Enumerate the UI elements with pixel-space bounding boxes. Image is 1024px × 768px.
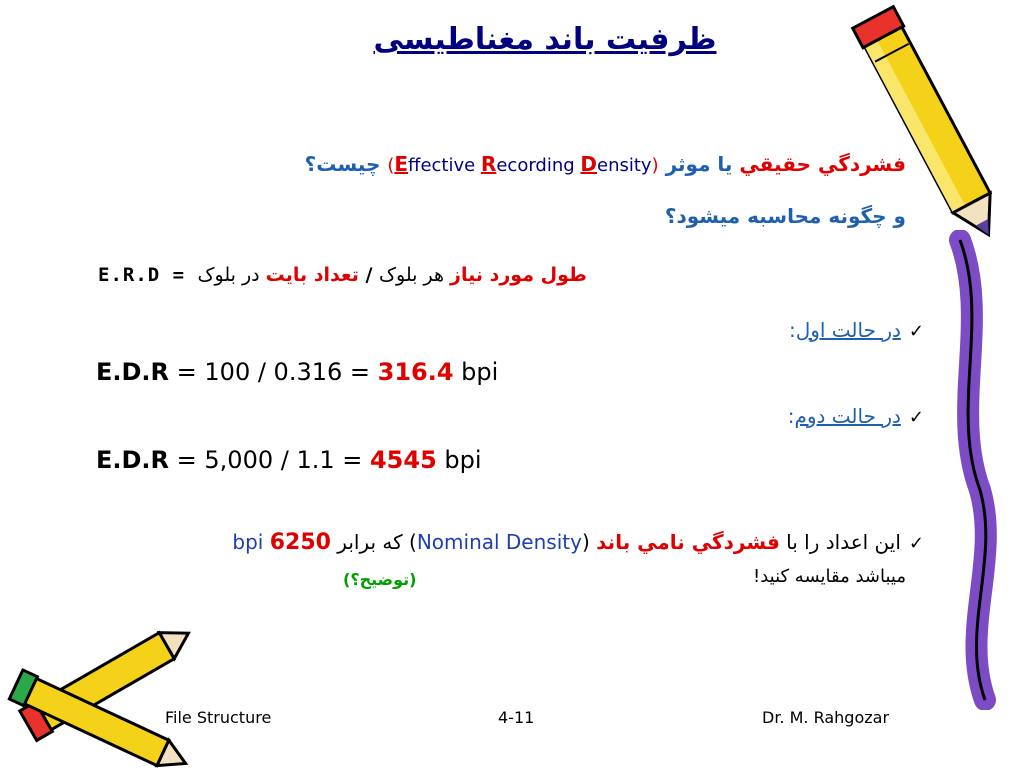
erd-definition [98,264,587,286]
formula-2-result: 4545 [369,446,437,474]
formula-2-label: E.D.R [96,446,170,474]
explain-hint: (توضيح؟) [343,570,417,589]
formula-1-unit: bpi [453,358,499,386]
letter-r: R [480,152,497,176]
note-text-equal: ) که برابر [330,530,417,554]
formula-1-result: 316.4 [377,358,454,386]
erd-label: E.R.D = [98,264,198,286]
erd-term-in-block: در بلوک [197,264,266,286]
effective-density-fa: فشردگي حقيقي [739,152,906,176]
note-text-1: اين اعداد را با [779,530,901,554]
erd-formula-fa [198,264,587,286]
letter-e: E [394,152,409,176]
case-2-label: در حالت دوم [794,404,901,428]
question-or-effective: يا موثر [658,152,740,176]
note-nominal-density-fa: فشردگي نامي باند [596,530,780,554]
note-value: 6250 [269,530,331,555]
note-line-2: ميباشد مقايسه کنيد! [752,566,906,587]
note-nominal-density-en: Nominal Density [416,530,582,554]
formula-2 [96,446,482,474]
word-ensity: ensity [597,155,652,176]
question-line-1 [305,152,906,176]
case-1-heading [789,318,924,342]
footer-author: Dr. M. Rahgozar [762,708,890,727]
note-paren-open: ( [581,530,597,554]
note-unit: bpi [232,530,264,554]
slide-title: ظرفیت باند مغناطیسی [373,22,717,57]
case-1-label: در حالت اول [795,318,901,342]
word-ecording: ecording [496,155,581,176]
letter-d: D [580,152,598,176]
case-2-colon: : [787,404,795,428]
formula-1 [96,358,498,386]
comparison-note [232,530,924,555]
case-1-colon: : [788,318,796,342]
question-line-2: و چگونه محاسبه ميشود؟ [664,204,906,228]
formula-2-expr: = 5,000 / 1.1 = [169,446,370,474]
case-2-heading [788,404,924,428]
footer-course: File Structure [165,708,272,727]
pencils-bottom-left-icon [0,620,210,768]
check-icon: ✓ [908,533,924,554]
erd-term-length: طول مورد نياز [450,264,587,286]
paren-open: ( [387,155,395,176]
question-what: چيست؟ [304,152,388,176]
paren-close: ) [651,155,659,176]
erd-term-bytes: تعداد بايت [265,264,359,286]
check-icon: ✓ [908,321,924,342]
erd-term-per-block: هر بلوک [379,264,451,286]
erd-slash: / [358,264,380,286]
formula-1-label: E.D.R [96,358,170,386]
word-ffective: ffective [408,155,481,176]
formula-2-unit: bpi [436,446,482,474]
formula-1-expr: = 100 / 0.316 = [169,358,378,386]
pencil-right-middle-icon [940,230,1024,710]
footer-page-number: 4-11 [498,708,535,727]
comparison-note-line-2 [753,566,906,587]
check-icon: ✓ [908,407,924,428]
effective-recording-density-en [387,152,659,176]
